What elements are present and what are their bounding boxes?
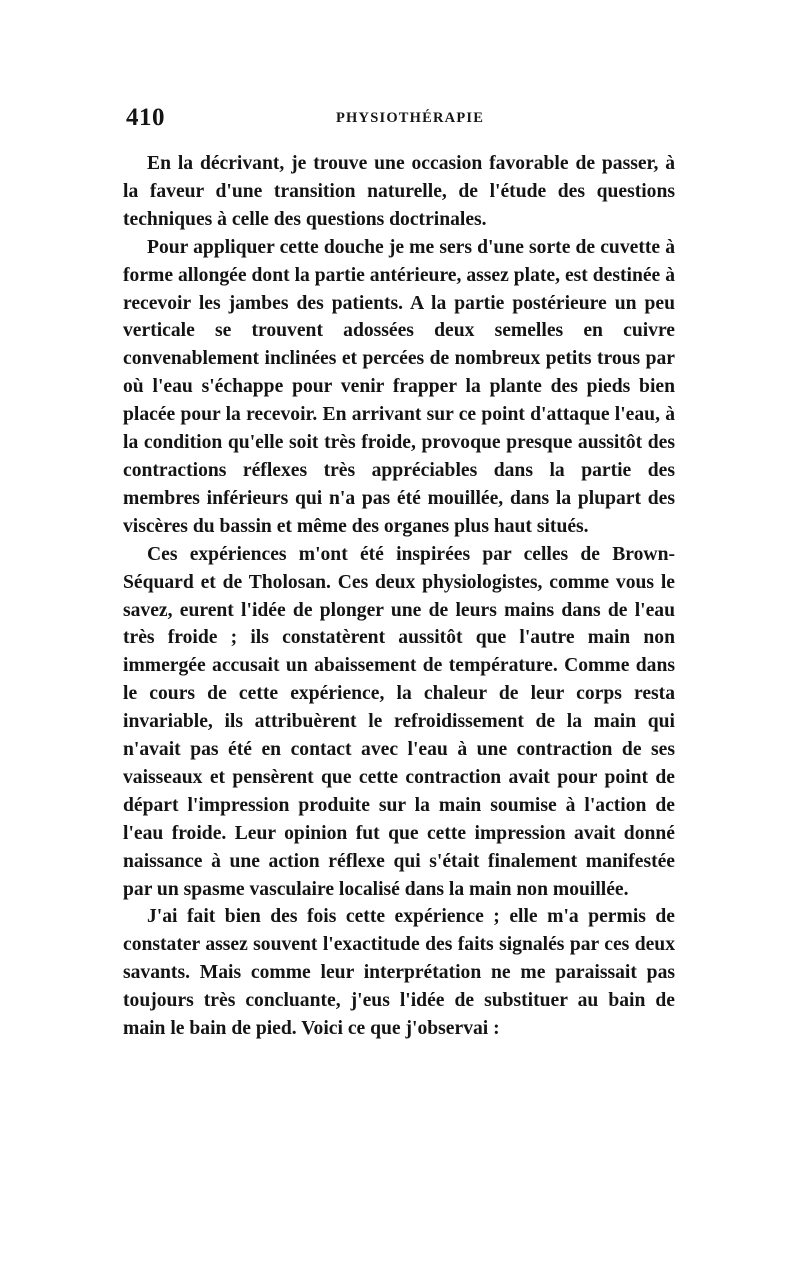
paragraph: Pour appliquer cette douche je me sers d'une sorte de cuvette à forme allongée dont la partie antérieure, assez plate, est destinée à recevoir les jambes des patients. A la partie postérieure un peu verticale se trouvent adossées deux semelles en cuivre convenablement inclinées et percées de nombreux petits trous par où l'eau s'échappe pour venir frapper la plante des pieds bien placée pour la recevoir. En arrivant sur ce point d'attaque l'eau, à la condition qu'elle soit très froide, provoque presque aussitôt des contractions réflexes très appréciables dans la partie des membres inférieurs qui n'a pas été mouillée, dans la plupart des viscères du bassin et même des organes plus haut situés. bbox=[123, 236, 675, 537]
paragraph: En la décrivant, je trouve une occasion favorable de passer, à la faveur d'une transition naturelle, de l'étude des questions techniques à celle des questions doctrinales. bbox=[123, 153, 675, 230]
page-number: 410 bbox=[126, 104, 165, 131]
paragraph: Ces expériences m'ont été inspirées par celles de Brown-Séquard et de Tholosan. Ces deux physiologistes, comme vous le savez, eurent l'idée de plonger une de leurs mains dans de l'eau très froide ; ils constatèrent aussitôt que l'autre main non immergée accusait un abaissement de température. Comme dans le cours de cette expérience, la chaleur de leur corps resta invariable, ils attribuèrent le refroidissement de la main qui n'avait pas été en contact avec l'eau à une contraction de ses vaisseaux et pensèrent que cette contraction avait pour point de départ l'impression produite sur la main soumise à l'action de l'eau froide. Leur opinion fut que cette impression avait donné naissance à une action réflexe qui s'était finalement manifestée par un spasme vasculaire localisé dans la main non mouillée. bbox=[123, 543, 675, 900]
page-header bbox=[126, 104, 676, 144]
paragraph: J'ai fait bien des fois cette expérience ; elle m'a permis de constater assez souvent l'exactitude des faits signalés par ces deux savants. Mais comme leur interprétation ne me paraissait pas toujours très concluante, j'eus l'idée de substituer au bain de main le bain de pied. Voici ce que j'observai : bbox=[123, 906, 675, 1040]
running-title: PHYSIOTHÉRAPIE bbox=[336, 110, 485, 126]
body-text bbox=[123, 150, 675, 1043]
